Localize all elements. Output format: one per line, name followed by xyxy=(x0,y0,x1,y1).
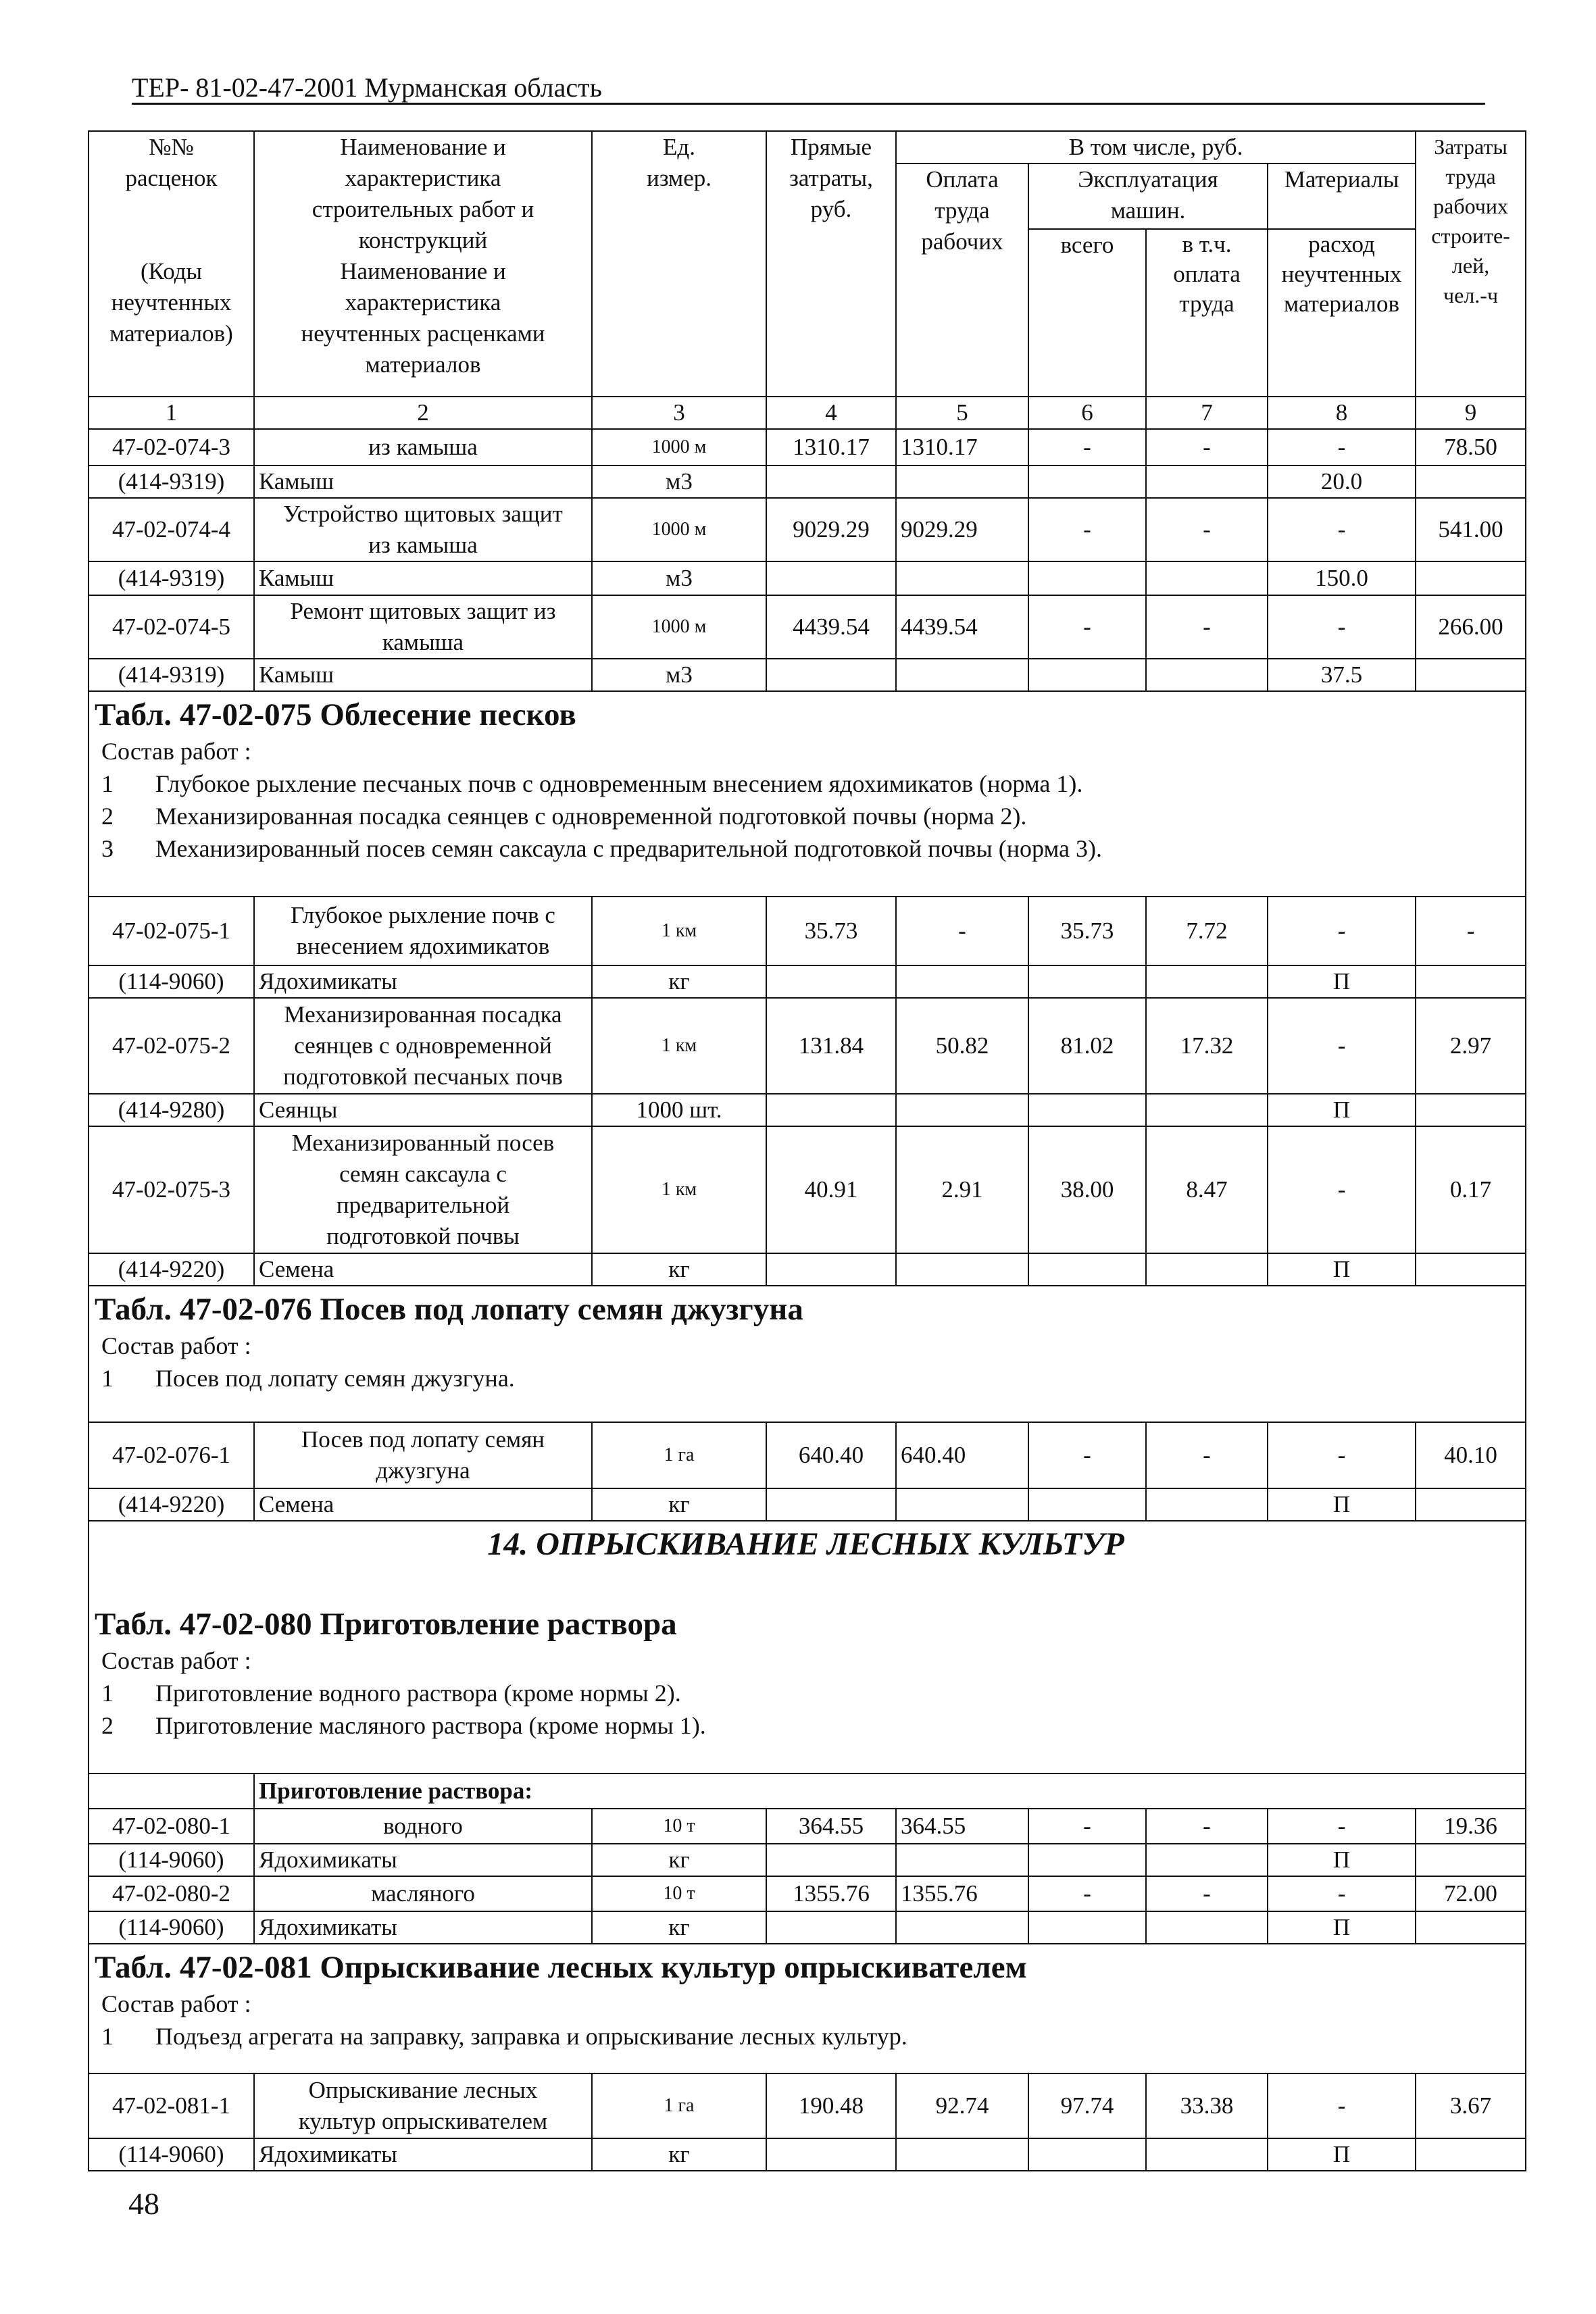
material-code: (414-9319) xyxy=(89,659,254,691)
section-subtitle: Состав работ : xyxy=(101,1647,251,1674)
header-c9f: чел.-ч xyxy=(1443,283,1499,307)
material-row xyxy=(89,659,1526,691)
rate-row xyxy=(89,595,1526,659)
rate-mat: - xyxy=(1268,595,1416,659)
material-code: (414-9280) xyxy=(89,1094,254,1126)
rate-labor: 4439.54 xyxy=(896,595,1028,659)
material-unit: м3 xyxy=(592,561,766,595)
material-code: (114-9060) xyxy=(89,1844,254,1876)
material-row xyxy=(89,466,1526,498)
section-item xyxy=(95,2020,1517,2053)
header-c5b: труда xyxy=(934,197,990,224)
rate-direct: 364.55 xyxy=(766,1809,896,1844)
rate-labor: - xyxy=(896,897,1028,965)
material-code: (414-9319) xyxy=(89,466,254,498)
header-rule xyxy=(132,103,1485,105)
header-c1c: (Коды xyxy=(140,258,203,284)
header-c2e: Наименование и xyxy=(340,258,506,284)
rate-row xyxy=(89,1422,1526,1488)
material-code: (414-9220) xyxy=(89,1253,254,1286)
rate-code: 47-02-074-5 xyxy=(89,595,254,659)
material-row xyxy=(89,2138,1526,2171)
material-name: Ядохимикаты xyxy=(254,1844,592,1876)
rate-direct: 9029.29 xyxy=(766,498,896,561)
item-text: Приготовление водного раствора (кроме нормы 2). xyxy=(155,1680,681,1707)
material-row xyxy=(89,561,1526,595)
rate-hours: 0.17 xyxy=(1416,1126,1526,1253)
rate-mat: - xyxy=(1268,498,1416,561)
material-code: (114-9060) xyxy=(89,965,254,998)
rate-name: из камыша xyxy=(254,429,592,466)
header-c5a: Оплата xyxy=(926,166,999,193)
header-c1b: расценок xyxy=(125,165,218,191)
rate-mach: 81.02 xyxy=(1028,998,1146,1094)
rate-unit: 1000 м xyxy=(592,498,766,561)
rate-name: водного xyxy=(254,1809,592,1844)
header-c7c: труда xyxy=(1179,291,1235,317)
material-name: Семена xyxy=(254,1253,592,1286)
col-num: 9 xyxy=(1416,397,1526,429)
rate-name-line: культур опрыскивателем xyxy=(298,2108,548,2134)
rate-unit: 10 т xyxy=(592,1809,766,1844)
rate-mat: - xyxy=(1268,1126,1416,1253)
material-value: П xyxy=(1268,2138,1416,2171)
rate-mach: - xyxy=(1028,429,1146,466)
material-value: 150.0 xyxy=(1268,561,1416,595)
header-c1d: неучтенных xyxy=(111,289,232,316)
material-unit: м3 xyxy=(592,466,766,498)
item-text: Подъезд агрегата на заправку, заправка и опрыскивание лесных культур. xyxy=(155,2023,907,2050)
rate-direct: 1310.17 xyxy=(766,429,896,466)
section-row xyxy=(89,1521,1526,1774)
material-unit: кг xyxy=(592,1488,766,1521)
header-mach-a: Эксплуатация xyxy=(1078,166,1218,193)
header-c2h: материалов xyxy=(365,351,481,378)
rate-labor: 364.55 xyxy=(896,1809,1028,1844)
col-num: 4 xyxy=(766,397,896,429)
rate-name-line: семян саксаула с xyxy=(339,1161,507,1187)
rate-unit: 1 га xyxy=(592,2073,766,2138)
material-name: Камыш xyxy=(254,466,592,498)
material-unit: кг xyxy=(592,1253,766,1286)
header-c1e: материалов) xyxy=(109,320,233,347)
header-c9b: труда xyxy=(1445,164,1496,188)
rate-unit: 1 км xyxy=(592,897,766,965)
rate-hours: 19.36 xyxy=(1416,1809,1526,1844)
rate-unit: 1000 м xyxy=(592,429,766,466)
rate-mach-labor: - xyxy=(1146,595,1268,659)
header-c2d: конструкций xyxy=(358,227,488,253)
page-header: ТЕР- 81-02-47-2001 Мурманская область xyxy=(132,72,602,103)
item-number: 3 xyxy=(101,835,114,862)
rate-name-line: камыша xyxy=(382,629,464,655)
material-value: 37.5 xyxy=(1268,659,1416,691)
header-c2f: характеристика xyxy=(345,289,501,316)
rate-name-line: Устройство щитовых защит xyxy=(283,501,563,527)
section-item xyxy=(95,832,1517,865)
rate-name-line: подготовкой почвы xyxy=(326,1223,520,1249)
rate-mach: 38.00 xyxy=(1028,1126,1146,1253)
header-c2a: Наименование и xyxy=(340,134,506,160)
rate-row xyxy=(89,498,1526,561)
material-value: П xyxy=(1268,1911,1416,1944)
item-number: 1 xyxy=(101,1680,114,1707)
rate-mach-labor: - xyxy=(1146,1809,1268,1844)
material-row xyxy=(89,1911,1526,1944)
rate-mach-labor: 33.38 xyxy=(1146,2073,1268,2138)
rate-code: 47-02-081-1 xyxy=(89,2073,254,2138)
section-row xyxy=(89,1944,1526,2073)
col-num: 6 xyxy=(1028,397,1146,429)
rate-name-line: Опрыскивание лесных xyxy=(308,2077,538,2103)
rate-row xyxy=(89,1126,1526,1253)
rate-direct: 131.84 xyxy=(766,998,896,1094)
chapter-title: 14. ОПРЫСКИВАНИЕ ЛЕСНЫХ КУЛЬТУР xyxy=(487,1526,1124,1562)
subheading: Приготовление раствора: xyxy=(254,1774,1526,1809)
item-text: Механизированный посев семян саксаула с предварительной подготовкой почвы (норма 3). xyxy=(155,835,1102,862)
header-c4a: Прямые xyxy=(790,134,872,160)
rate-code: 47-02-074-4 xyxy=(89,498,254,561)
material-name: Семена xyxy=(254,1488,592,1521)
header-c8c: неучтенных xyxy=(1281,261,1402,287)
item-number: 1 xyxy=(101,770,114,797)
material-value: П xyxy=(1268,1488,1416,1521)
rate-unit: 1 км xyxy=(592,1126,766,1253)
material-row xyxy=(89,1094,1526,1126)
rate-name: масляного xyxy=(254,1876,592,1911)
rate-row xyxy=(89,1876,1526,1911)
header-c2g: неучтенных расценками xyxy=(301,320,545,347)
material-code: (414-9319) xyxy=(89,561,254,595)
section-title: Табл. 47-02-075 Облесение песков xyxy=(95,697,576,732)
material-name: Ядохимикаты xyxy=(254,2138,592,2171)
subheading-row xyxy=(89,1774,1526,1809)
column-number-row xyxy=(89,397,1526,429)
rate-mach-labor: - xyxy=(1146,1422,1268,1488)
section-title: Табл. 47-02-076 Посев под лопату семян джузгуна xyxy=(95,1292,803,1327)
rate-direct: 640.40 xyxy=(766,1422,896,1488)
rate-mach: 35.73 xyxy=(1028,897,1146,965)
rate-direct: 4439.54 xyxy=(766,595,896,659)
material-name: Ядохимикаты xyxy=(254,965,592,998)
table-header-row xyxy=(89,131,1526,164)
rate-labor: 2.91 xyxy=(896,1126,1028,1253)
material-row xyxy=(89,1844,1526,1876)
section-title: Табл. 47-02-081 Опрыскивание лесных культур опрыскивателем xyxy=(95,1950,1027,1985)
page-number: 48 xyxy=(128,2186,159,2221)
header-c5c: рабочих xyxy=(921,228,1003,255)
rate-mach-labor: - xyxy=(1146,429,1268,466)
rate-mach: - xyxy=(1028,498,1146,561)
section-item xyxy=(95,1362,1517,1394)
rate-mat: - xyxy=(1268,998,1416,1094)
header-c3b: измер. xyxy=(647,165,712,191)
rate-mach-labor: 8.47 xyxy=(1146,1126,1268,1253)
rate-mach: - xyxy=(1028,1422,1146,1488)
rate-name-line: сеянцев с одновременной xyxy=(294,1032,552,1059)
rate-mach-labor: 17.32 xyxy=(1146,998,1268,1094)
rate-hours: 541.00 xyxy=(1416,498,1526,561)
header-c9e: лей, xyxy=(1451,253,1490,278)
rate-labor: 1355.76 xyxy=(896,1876,1028,1911)
header-c8a: Материалы xyxy=(1268,164,1416,229)
rate-mat: - xyxy=(1268,1422,1416,1488)
col-num: 5 xyxy=(896,397,1028,429)
rate-row xyxy=(89,897,1526,965)
item-text: Посев под лопату семян джузгуна. xyxy=(155,1365,515,1392)
header-incl: В том числе, руб. xyxy=(896,131,1416,164)
rate-mach: - xyxy=(1028,1876,1146,1911)
material-name: Ядохимикаты xyxy=(254,1911,592,1944)
header-c3a: Ед. xyxy=(663,134,695,160)
col-num: 8 xyxy=(1268,397,1416,429)
rate-direct: 40.91 xyxy=(766,1126,896,1253)
rates-table xyxy=(88,130,1526,2171)
rate-unit: 1000 м xyxy=(592,595,766,659)
rate-name-line: Механизированная посадка xyxy=(284,1001,562,1028)
rate-direct: 190.48 xyxy=(766,2073,896,2138)
material-value: П xyxy=(1268,1094,1416,1126)
rate-mat: - xyxy=(1268,429,1416,466)
rate-hours: 2.97 xyxy=(1416,998,1526,1094)
rate-mach-labor: - xyxy=(1146,498,1268,561)
rate-hours: 266.00 xyxy=(1416,595,1526,659)
rate-mat: - xyxy=(1268,897,1416,965)
rate-mach: - xyxy=(1028,595,1146,659)
section-item xyxy=(95,1709,1517,1742)
material-value: П xyxy=(1268,1844,1416,1876)
item-text: Приготовление масляного раствора (кроме нормы 1). xyxy=(155,1712,706,1739)
rate-name-line: внесением ядохимикатов xyxy=(296,933,550,959)
header-c9c: рабочих xyxy=(1433,194,1508,218)
material-code: (414-9220) xyxy=(89,1488,254,1521)
material-unit: кг xyxy=(592,1844,766,1876)
header-c9d: строите- xyxy=(1431,224,1510,248)
section-item xyxy=(95,800,1517,832)
col-num: 7 xyxy=(1146,397,1268,429)
rate-name-line: из камыша xyxy=(368,532,478,558)
rate-code: 47-02-075-1 xyxy=(89,897,254,965)
material-row xyxy=(89,1253,1526,1286)
rate-name-line: Ремонт щитовых защит из xyxy=(290,598,556,624)
rate-hours: 72.00 xyxy=(1416,1876,1526,1911)
item-number: 1 xyxy=(101,2023,114,2050)
col-num: 1 xyxy=(89,397,254,429)
material-unit: кг xyxy=(592,965,766,998)
header-c4c: руб. xyxy=(810,196,852,222)
rate-hours: 78.50 xyxy=(1416,429,1526,466)
header-c2c: строительных работ и xyxy=(311,196,534,222)
section-item xyxy=(95,768,1517,800)
rate-name-line: джузгуна xyxy=(376,1457,470,1484)
rate-name-line: Посев под лопату семян xyxy=(301,1426,545,1453)
section-subtitle: Состав работ : xyxy=(101,1990,251,2017)
item-number: 2 xyxy=(101,1712,114,1739)
rate-hours: 3.67 xyxy=(1416,2073,1526,2138)
item-text: Механизированная посадка сеянцев с одновременной подготовкой почвы (норма 2). xyxy=(155,803,1027,830)
material-unit: кг xyxy=(592,2138,766,2171)
rate-code: 47-02-074-3 xyxy=(89,429,254,466)
material-unit: м3 xyxy=(592,659,766,691)
rate-row xyxy=(89,1809,1526,1844)
rate-hours: - xyxy=(1416,897,1526,965)
rate-labor: 50.82 xyxy=(896,998,1028,1094)
rate-labor: 9029.29 xyxy=(896,498,1028,561)
rate-mach-labor: - xyxy=(1146,1876,1268,1911)
rate-mat: - xyxy=(1268,1809,1416,1844)
material-code: (114-9060) xyxy=(89,2138,254,2171)
section-subtitle: Состав работ : xyxy=(101,738,251,765)
header-c9a: Затраты xyxy=(1434,134,1507,159)
header-c1a: №№ xyxy=(149,134,194,160)
section-subtitle: Состав работ : xyxy=(101,1332,251,1359)
material-name: Камыш xyxy=(254,659,592,691)
rate-unit: 1 км xyxy=(592,998,766,1094)
material-row xyxy=(89,965,1526,998)
rate-row xyxy=(89,998,1526,1094)
rate-mach-labor: 7.72 xyxy=(1146,897,1268,965)
rate-labor: 1310.17 xyxy=(896,429,1028,466)
material-name: Сеянцы xyxy=(254,1094,592,1126)
rate-name-line: подготовкой песчаных почв xyxy=(283,1063,563,1090)
rate-unit: 1 га xyxy=(592,1422,766,1488)
item-text: Глубокое рыхление песчаных почв с одновременным внесением ядохимикатов (норма 1). xyxy=(155,770,1083,797)
material-unit: 1000 шт. xyxy=(592,1094,766,1126)
material-name: Камыш xyxy=(254,561,592,595)
material-row xyxy=(89,1488,1526,1521)
item-number: 1 xyxy=(101,1365,114,1392)
rate-mat: - xyxy=(1268,1876,1416,1911)
section-item xyxy=(95,1677,1517,1709)
rate-code: 47-02-076-1 xyxy=(89,1422,254,1488)
header-c8b: расход xyxy=(1308,231,1375,257)
rate-name-line: Механизированный посев xyxy=(291,1130,555,1156)
header-c2b: характеристика xyxy=(345,165,501,191)
rate-labor: 92.74 xyxy=(896,2073,1028,2138)
material-unit: кг xyxy=(592,1911,766,1944)
rate-direct: 1355.76 xyxy=(766,1876,896,1911)
item-number: 2 xyxy=(101,803,114,830)
rate-row xyxy=(89,429,1526,466)
col-num: 2 xyxy=(254,397,592,429)
header-c6: всего xyxy=(1028,229,1146,397)
section-title: Табл. 47-02-080 Приготовление раствора xyxy=(95,1607,677,1642)
rate-mat: - xyxy=(1268,2073,1416,2138)
rate-row xyxy=(89,2073,1526,2138)
material-code: (114-9060) xyxy=(89,1911,254,1944)
rate-code: 47-02-080-2 xyxy=(89,1876,254,1911)
section-row xyxy=(89,1286,1526,1422)
rate-name-line: Глубокое рыхление почв с xyxy=(291,902,555,928)
header-c7a: в т.ч. xyxy=(1182,231,1232,257)
rate-direct: 35.73 xyxy=(766,897,896,965)
col-num: 3 xyxy=(592,397,766,429)
material-value: П xyxy=(1268,965,1416,998)
rate-name-line: предварительной xyxy=(336,1192,510,1218)
rate-mach: 97.74 xyxy=(1028,2073,1146,2138)
rate-mach: - xyxy=(1028,1809,1146,1844)
header-mach-b: машин. xyxy=(1110,197,1186,224)
rate-code: 47-02-080-1 xyxy=(89,1809,254,1844)
section-row xyxy=(89,691,1526,897)
rate-code: 47-02-075-3 xyxy=(89,1126,254,1253)
header-c8d: материалов xyxy=(1284,291,1399,317)
rate-unit: 10 т xyxy=(592,1876,766,1911)
rate-labor: 640.40 xyxy=(896,1422,1028,1488)
material-value: П xyxy=(1268,1253,1416,1286)
header-c7b: оплата xyxy=(1173,261,1241,287)
header-c4b: затраты, xyxy=(789,165,873,191)
rate-hours: 40.10 xyxy=(1416,1422,1526,1488)
rate-code: 47-02-075-2 xyxy=(89,998,254,1094)
material-value: 20.0 xyxy=(1268,466,1416,498)
